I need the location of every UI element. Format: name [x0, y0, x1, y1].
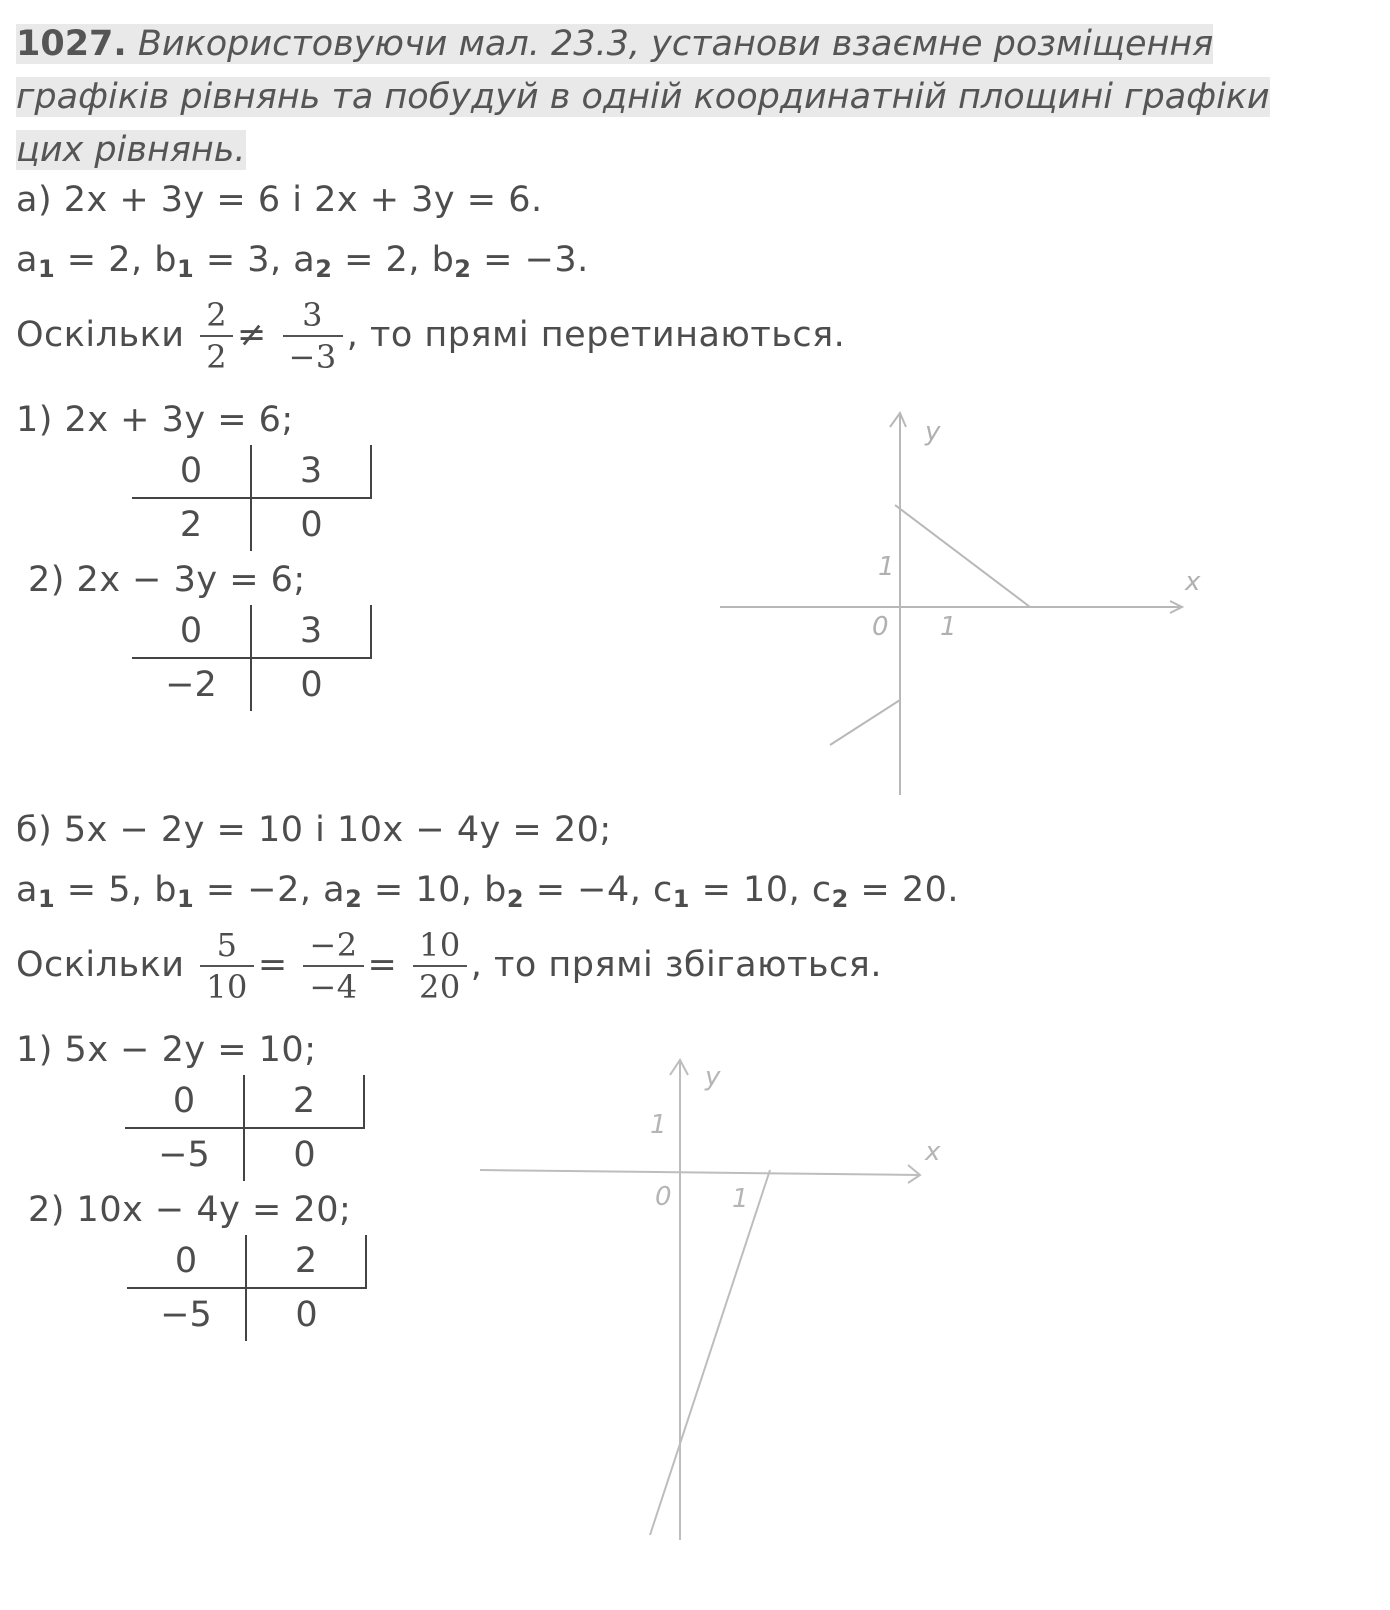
fraction: $\frac{-2}{-4}$	[303, 925, 363, 1007]
line-2	[830, 700, 900, 745]
line-1	[895, 505, 1030, 607]
unit-y-label: 1	[650, 1110, 667, 1140]
part-b-comparison: Оскільки $\frac{5}{10}$ = $\frac{-2}{-4}$ = $\frac{10}{20}$ , то прямі збігаються.	[16, 926, 882, 1006]
part-a-equation-1: 1) 2x + 3y = 6;	[16, 400, 294, 440]
unit-y-label: 1	[878, 552, 895, 582]
task-text-line-2: графіків рівнянь та побудуй в одній координатній площині графіки	[16, 77, 1270, 117]
part-b-equation-2: 2) 10x − 4y = 20;	[28, 1190, 352, 1230]
part-a-coefficients: $a_1 = 2$, $b_1 = 3$, $a_2 = 2$, $b_2 = -3$.	[16, 240, 589, 283]
part-a-comparison: Оскільки $\frac{2}{2}$ ≠ $\frac{3}{-3}$ , то прямі перетинаються.	[16, 296, 846, 376]
part-a-equations: а) 2x + 3y = 6 і 2x + 3y = 6.	[16, 180, 543, 220]
value-table-a1: 0 3 2 0	[132, 445, 372, 551]
graph-a	[700, 395, 1220, 805]
fraction: $\frac{10}{20}$	[413, 925, 467, 1007]
task-number: 1027.	[16, 24, 127, 64]
task-text-line-3: цих рівнянь.	[16, 130, 246, 170]
fraction: $\frac{5}{10}$	[200, 925, 254, 1007]
x-label: x	[1185, 567, 1201, 597]
x-label: x	[925, 1137, 941, 1167]
graph-b	[470, 1045, 990, 1550]
part-b-equations: б) 5x − 2y = 10 і 10x − 4y = 20;	[16, 810, 612, 850]
value-table-b1: 0 2 −5 0	[125, 1075, 365, 1181]
fraction: $\frac{3}{-3}$	[283, 295, 343, 377]
origin-label: 0	[872, 612, 889, 642]
value-table-a2: 0 3 −2 0	[132, 605, 372, 711]
part-b-equation-1: 1) 5x − 2y = 10;	[16, 1030, 317, 1070]
y-label: y	[925, 417, 941, 447]
unit-x-label: 1	[940, 612, 957, 642]
coincident-lines	[650, 1170, 770, 1535]
unit-x-label: 1	[732, 1184, 749, 1214]
task-text-line-1: Використовуючи мал. 23.3, установи взаємне розміщення	[137, 24, 1214, 64]
x-axis	[480, 1170, 920, 1175]
y-label: y	[705, 1062, 721, 1092]
fraction: $\frac{2}{2}$	[200, 295, 233, 377]
origin-label: 0	[655, 1182, 672, 1212]
task-statement	[16, 18, 1361, 177]
part-a-equation-2: 2) 2x − 3y = 6;	[28, 560, 306, 600]
value-table-b2: 0 2 −5 0	[127, 1235, 367, 1341]
part-b-coefficients: $a_1 = 5$, $b_1 = -2$, $a_2 = 10$, $b_2 = -4$, $c_1 = 10$, $c_2 = 20$.	[16, 870, 960, 913]
